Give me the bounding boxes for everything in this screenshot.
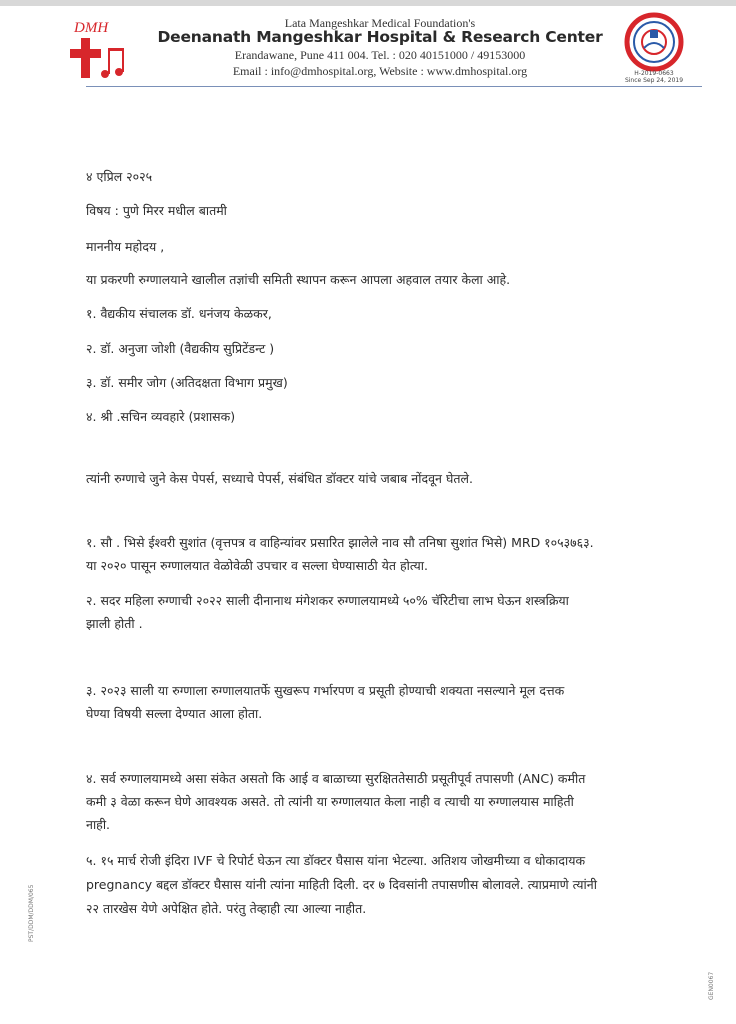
- foundation-name: Lata Mangeshkar Medical Foundation's: [284, 16, 476, 30]
- point-line: १. सौ . भिसे ईश्वरी सुशांत (वृत्तपत्र व वाहिन्यांवर प्रसारित झालेले नाव सौ तनिषा सुशांत भिसे) MRD १०५३७६३.: [86, 535, 594, 550]
- committee-item: १. वैद्यकीय संचालक डॉ. धनंजय केळकर,: [86, 306, 272, 321]
- point-line: घेण्या विषयी सल्ला देण्यात आला होता.: [86, 706, 263, 721]
- point-line: नाही.: [86, 817, 111, 832]
- hospital-contact: Email : info@dmhospital.org, Website : www.dmhospital.org: [232, 64, 528, 78]
- point-line: pregnancy बद्दल डॉक्टर घैसास यांनी त्यांना माहिती दिली. दर ७ दिवसांनी तपासणीस बोलावले. त्याप्रमाणे त्यांनी: [86, 877, 597, 892]
- header-divider: [86, 86, 702, 87]
- accreditation-seal-icon: [624, 12, 684, 72]
- seal-code: H-2019-0663: [634, 70, 674, 77]
- letterhead: [0, 8, 736, 88]
- seal-since: Since Sep 24, 2019: [624, 77, 684, 84]
- point-line: ४. सर्व रुग्णालयामध्ये असा संकेत असतो कि आई व बाळाच्या सुरक्षिततेसाठी प्रसूतीपूर्व तपासणी (ANC) कमीत: [86, 771, 586, 786]
- hospital-address: Erandawane, Pune 411 004. Tel. : 020 40151000 / 49153000: [234, 48, 526, 62]
- committee-item: ४. श्री .सचिन व्यवहारे (प्रशासक): [86, 409, 236, 424]
- letter-subject: विषय : पुणे मिरर मधील बातमी: [86, 203, 227, 218]
- committee-item: ३. डॉ. समीर जोग (अतिदक्षता विभाग प्रमुख): [86, 375, 288, 390]
- letter-summary: त्यांनी रुग्णाचे जुने केस पेपर्स, सध्याचे पेपर्स, संबंधित डॉक्टर यांचे जबाब नोंदवून घेतले.: [86, 471, 473, 486]
- left-form-code: PST/DDM/DDM/065: [28, 884, 35, 942]
- point-line: ५. १५ मार्च रोजी इंदिरा IVF चे रिपोर्ट घेऊन त्या डॉक्टर घैसास यांना भेटल्या. अतिशय जोखमीच्या व धोकादायक: [86, 853, 586, 868]
- point-line: २. सदर महिला रुग्णाची २०२२ साली दीनानाथ मंगेशकर रुग्णालयामध्ये ५०% चॅरिटीचा लाभ घेऊन शस्त्रक्रिया: [86, 593, 569, 608]
- hospital-name: Deenanath Mangeshkar Hospital & Research Center: [157, 28, 603, 46]
- point-line: २२ तारखेस येणे अपेक्षित होते. परंतु तेव्हाही त्या आल्या नाहीत.: [86, 901, 367, 916]
- dmh-logo-icon: [68, 14, 138, 84]
- letter-salutation: माननीय महोदय ,: [86, 239, 165, 254]
- top-strip: [0, 0, 736, 6]
- logo-text: DMH: [74, 20, 109, 36]
- point-line: या २०२० पासून रुग्णालयात वेळोवेळी उपचार व सल्ला घेण्यासाठी येत होत्या.: [86, 558, 428, 573]
- right-form-code: GEN0067: [708, 971, 715, 1000]
- committee-item: २. डॉ. अनुजा जोशी (वैद्यकीय सुप्रिटेंडन्ट ): [86, 341, 275, 356]
- point-line: ३. २०२३ साली या रुग्णाला रुग्णालयातर्फे सुखरूप गर्भारपण व प्रसूती होण्याची शक्यता नसल्याने मूल दत्तक: [86, 683, 565, 698]
- point-line: झाली होती .: [86, 616, 143, 631]
- letter-date: ४ एप्रिल २०२५: [86, 169, 153, 184]
- point-line: कमी ३ वेळा करून घेणे आवश्यक असते. तो त्यांनी या रुग्णालयात केला नाही व त्याची या रुग्णालयास माहिती: [86, 794, 574, 809]
- letter-intro: या प्रकरणी रुग्णालयाने खालील तज्ञांची समिती स्थापन करून आपला अहवाल तयार केला आहे.: [86, 272, 511, 287]
